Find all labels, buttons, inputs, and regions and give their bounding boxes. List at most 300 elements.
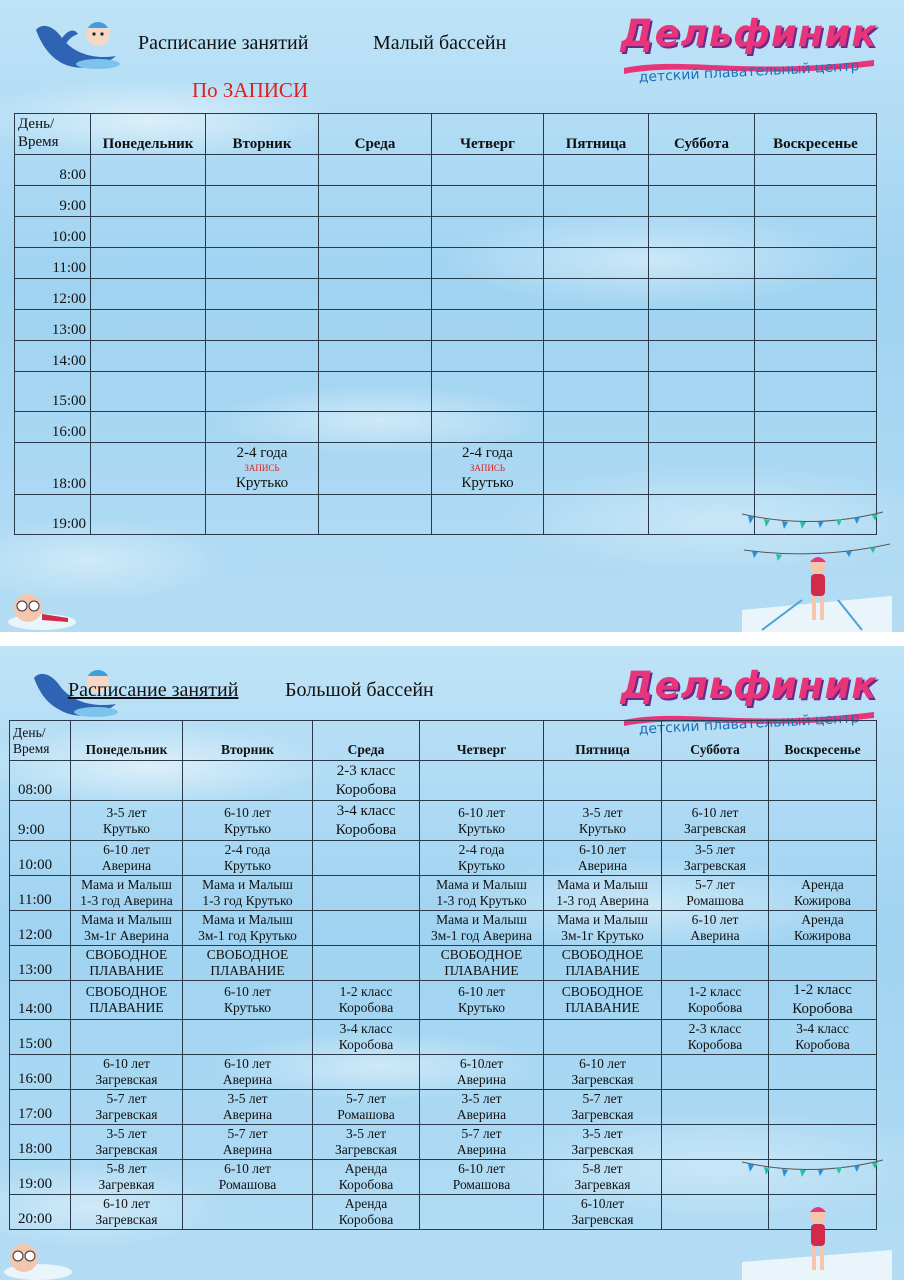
schedule-cell bbox=[662, 876, 769, 911]
schedule-cell bbox=[206, 372, 319, 412]
lesson-text: Аренда bbox=[344, 1196, 388, 1211]
schedule-cell bbox=[662, 911, 769, 946]
table-row bbox=[15, 186, 877, 217]
schedule-cell bbox=[206, 495, 319, 535]
schedule-cell bbox=[313, 841, 420, 876]
schedule-cell bbox=[206, 279, 319, 310]
schedule-cell bbox=[649, 443, 755, 495]
lesson-text: 3-4 класс bbox=[339, 1021, 393, 1036]
schedule-cell bbox=[420, 1160, 544, 1195]
schedule-cell bbox=[649, 310, 755, 341]
lesson-text: Крутько bbox=[578, 820, 626, 836]
lesson-text: Крутько bbox=[235, 475, 289, 491]
schedule-cell bbox=[183, 1055, 313, 1090]
lesson-text: 5-8 лет bbox=[582, 1161, 623, 1176]
swimmer-icon bbox=[0, 1236, 74, 1280]
lesson-text: 6-10 лет bbox=[458, 804, 505, 820]
schedule-cell bbox=[755, 372, 877, 412]
big-pool-table bbox=[9, 720, 877, 1230]
lesson-text: Крутько bbox=[223, 820, 271, 836]
lesson-text: ПЛАВАНИЕ bbox=[444, 963, 519, 978]
schedule-cell bbox=[313, 1020, 420, 1055]
schedule-cell bbox=[313, 876, 420, 911]
schedule-cell bbox=[544, 495, 649, 535]
lesson-text: 3м-1г Аверина bbox=[84, 928, 169, 943]
schedule-cell bbox=[420, 946, 544, 981]
swimmer-icon bbox=[4, 588, 78, 632]
schedule-cell bbox=[544, 876, 662, 911]
lesson-text: Аверина bbox=[222, 1072, 273, 1087]
schedule-cell bbox=[769, 1020, 877, 1055]
lesson-text: Аренда bbox=[344, 1161, 388, 1176]
schedule-cell bbox=[71, 1195, 183, 1230]
day-header: Вторник bbox=[183, 721, 313, 761]
schedule-cell bbox=[755, 412, 877, 443]
schedule-cell bbox=[432, 248, 544, 279]
schedule-cell bbox=[183, 1020, 313, 1055]
lesson-text: Мама и Малыш bbox=[436, 877, 527, 892]
schedule-cell bbox=[71, 1160, 183, 1195]
time-cell: 12:00 bbox=[10, 911, 71, 946]
schedule-cell bbox=[432, 495, 544, 535]
schedule-cell bbox=[319, 279, 432, 310]
pennant-flags-icon bbox=[740, 1158, 885, 1180]
lesson-text: 3-5 лет bbox=[106, 804, 147, 820]
lesson-text: 3-5 лет bbox=[106, 1126, 147, 1141]
table-row bbox=[15, 310, 877, 341]
schedule-cell bbox=[769, 1125, 877, 1160]
schedule-cell bbox=[206, 217, 319, 248]
lesson-text: Кожирова bbox=[794, 928, 851, 943]
schedule-cell bbox=[769, 981, 877, 1020]
schedule-cell bbox=[420, 981, 544, 1020]
schedule-cell bbox=[71, 761, 183, 801]
schedule-cell bbox=[313, 1195, 420, 1230]
lesson-text: 1-2 класс bbox=[339, 984, 393, 999]
table-row bbox=[15, 341, 877, 372]
lesson-text: Коробова bbox=[338, 1000, 394, 1015]
lesson-text: 6-10 лет bbox=[103, 1196, 150, 1211]
schedule-cell bbox=[319, 217, 432, 248]
lesson-text: Загревская bbox=[95, 1212, 158, 1227]
schedule-cell bbox=[319, 248, 432, 279]
lesson-text: 6-10 лет bbox=[458, 984, 505, 999]
lesson-text: 2-4 года bbox=[462, 445, 513, 461]
time-cell: 20:00 bbox=[10, 1195, 71, 1230]
schedule-cell bbox=[649, 341, 755, 372]
schedule-cell bbox=[649, 217, 755, 248]
brand-subtitle: детский плавательный центр bbox=[638, 710, 860, 738]
lesson-text: 2-3 класс bbox=[336, 762, 396, 779]
day-header: Вторник bbox=[206, 114, 319, 155]
schedule-cell bbox=[313, 1055, 420, 1090]
schedule-cell bbox=[755, 443, 877, 495]
schedule-title: Расписание занятий bbox=[68, 679, 239, 701]
lesson-text: Мама и Малыш bbox=[81, 912, 172, 927]
lesson-text: Крутько bbox=[457, 820, 505, 836]
schedule-cell bbox=[544, 1160, 662, 1195]
brand-name: Дельфиник bbox=[620, 664, 878, 707]
schedule-cell bbox=[420, 841, 544, 876]
lesson-text: Аверина bbox=[222, 1107, 273, 1122]
schedule-cell bbox=[432, 443, 544, 495]
lesson-text: 5-7 лет bbox=[695, 877, 735, 892]
small-pool-table bbox=[14, 113, 877, 535]
schedule-cell bbox=[769, 911, 877, 946]
lesson-text: 2-4 года bbox=[458, 842, 505, 857]
schedule-cell bbox=[91, 495, 206, 535]
pool-name: Малый бассейн bbox=[373, 32, 507, 54]
lesson-text: Загревская bbox=[571, 1072, 634, 1087]
schedule-cell bbox=[544, 279, 649, 310]
lesson-text: Коробова bbox=[795, 1037, 850, 1052]
lesson-text: 6-10 лет bbox=[691, 804, 739, 820]
schedule-cell bbox=[71, 876, 183, 911]
schedule-cell bbox=[319, 186, 432, 217]
schedule-cell bbox=[662, 1020, 769, 1055]
lesson-text: Загревская bbox=[335, 1142, 397, 1157]
swimming-girl-icon bbox=[742, 1200, 892, 1280]
brand-name: Дельфиник bbox=[620, 12, 878, 55]
table-row bbox=[15, 372, 877, 412]
schedule-cell bbox=[319, 341, 432, 372]
table-row bbox=[15, 155, 877, 186]
schedule-cell bbox=[544, 1090, 662, 1125]
schedule-cell bbox=[544, 981, 662, 1020]
lesson-text: Аверина bbox=[222, 1142, 273, 1157]
schedule-cell bbox=[544, 372, 649, 412]
lesson-text: 3-5 лет bbox=[582, 1126, 623, 1141]
lesson-text: 3-5 лет bbox=[582, 804, 623, 820]
schedule-cell bbox=[91, 279, 206, 310]
schedule-cell bbox=[71, 1125, 183, 1160]
schedule-cell bbox=[420, 1125, 544, 1160]
schedule-cell bbox=[91, 443, 206, 495]
schedule-cell bbox=[183, 1125, 313, 1160]
schedule-cell bbox=[313, 946, 420, 981]
schedule-cell bbox=[313, 911, 420, 946]
schedule-cell bbox=[755, 248, 877, 279]
small-pool-schedule bbox=[0, 0, 904, 632]
time-cell: 19:00 bbox=[10, 1160, 71, 1195]
schedule-cell bbox=[91, 412, 206, 443]
lesson-text: Загревская bbox=[684, 858, 746, 873]
lesson-text: Коробова bbox=[687, 1037, 743, 1052]
table-row bbox=[10, 761, 877, 801]
lesson-text: Аверина bbox=[577, 858, 628, 873]
schedule-cell bbox=[319, 372, 432, 412]
lesson-text: Аверина bbox=[456, 1142, 507, 1157]
lesson-text: Крутько bbox=[457, 1000, 505, 1015]
schedule-cell bbox=[544, 946, 662, 981]
schedule-cell bbox=[755, 310, 877, 341]
lesson-text: СВОБОДНОЕ bbox=[561, 984, 644, 999]
schedule-cell bbox=[544, 412, 649, 443]
header-row bbox=[10, 721, 877, 761]
lesson-text: Крутько bbox=[457, 858, 505, 873]
schedule-cell bbox=[71, 1020, 183, 1055]
lesson-text: Крутько bbox=[102, 820, 150, 836]
lesson-text: 5-7 лет bbox=[106, 1091, 147, 1106]
schedule-cell bbox=[183, 981, 313, 1020]
schedule-cell bbox=[183, 841, 313, 876]
time-cell: 13:00 bbox=[15, 310, 91, 341]
schedule-cell bbox=[544, 1055, 662, 1090]
schedule-cell bbox=[544, 1125, 662, 1160]
schedule-cell bbox=[432, 372, 544, 412]
schedule-cell bbox=[662, 946, 769, 981]
schedule-cell bbox=[544, 443, 649, 495]
schedule-cell bbox=[420, 1195, 544, 1230]
table-row bbox=[10, 876, 877, 911]
lesson-text: 6-10 лет bbox=[458, 1161, 505, 1176]
schedule-cell bbox=[662, 801, 769, 841]
corner-label: День/ bbox=[13, 724, 46, 740]
lesson-text: 6-10 лет bbox=[224, 984, 271, 999]
time-cell: 10:00 bbox=[15, 217, 91, 248]
schedule-cell bbox=[544, 248, 649, 279]
schedule-cell bbox=[769, 1055, 877, 1090]
schedule-cell bbox=[544, 1195, 662, 1230]
lesson-text: Аренда bbox=[801, 912, 844, 927]
lesson-text: Мама и Малыш bbox=[557, 912, 648, 927]
lesson-text: Коробова bbox=[335, 821, 397, 838]
schedule-cell bbox=[206, 186, 319, 217]
time-cell: 14:00 bbox=[10, 981, 71, 1020]
schedule-cell bbox=[769, 1090, 877, 1125]
schedule-cell bbox=[91, 310, 206, 341]
schedule-cell bbox=[71, 981, 183, 1020]
lesson-text: 6-10 лет bbox=[691, 912, 739, 927]
day-header: Суббота bbox=[649, 114, 755, 155]
schedule-cell bbox=[420, 876, 544, 911]
schedule-cell bbox=[206, 341, 319, 372]
time-cell: 08:00 bbox=[10, 761, 71, 801]
lesson-text: Аверина bbox=[690, 928, 740, 943]
day-header: Понедельник bbox=[91, 114, 206, 155]
lesson-text: Загревская bbox=[95, 1072, 158, 1087]
lesson-text: 3-5 лет bbox=[346, 1126, 386, 1141]
schedule-cell bbox=[649, 248, 755, 279]
schedule-cell bbox=[319, 412, 432, 443]
schedule-cell bbox=[183, 761, 313, 801]
schedule-cell bbox=[91, 186, 206, 217]
lesson-text: 5-7 лет bbox=[582, 1091, 623, 1106]
schedule-cell bbox=[71, 1055, 183, 1090]
day-header: Воскресенье bbox=[755, 114, 877, 155]
lesson-text: Загревкая bbox=[98, 1177, 155, 1192]
lesson-text: 6-10 лет bbox=[103, 842, 150, 857]
schedule-cell bbox=[91, 341, 206, 372]
schedule-cell bbox=[91, 248, 206, 279]
schedule-cell bbox=[319, 495, 432, 535]
day-header: Суббота bbox=[662, 721, 769, 761]
schedule-cell bbox=[183, 801, 313, 841]
booking-label: ЗАПИСЬ bbox=[244, 463, 280, 473]
schedule-cell bbox=[420, 761, 544, 801]
lesson-text: 6-10лет bbox=[459, 1056, 504, 1071]
lesson-text: ПЛАВАНИЕ bbox=[565, 1000, 640, 1015]
lesson-text: Коробова bbox=[338, 1037, 394, 1052]
schedule-cell bbox=[432, 412, 544, 443]
lesson-text: Мама и Малыш bbox=[81, 877, 172, 892]
schedule-cell bbox=[206, 412, 319, 443]
time-cell: 17:00 bbox=[10, 1090, 71, 1125]
lesson-text: Аверина bbox=[101, 858, 152, 873]
lesson-text: 5-7 лет bbox=[461, 1126, 502, 1141]
lesson-text: Коробова bbox=[338, 1212, 394, 1227]
lesson-text: 3-4 класс bbox=[796, 1021, 849, 1036]
lesson-text: Ромашова bbox=[337, 1107, 395, 1122]
time-cell: 9:00 bbox=[10, 801, 71, 841]
lesson-text: 6-10 лет bbox=[224, 1056, 271, 1071]
lesson-text: Коробова bbox=[335, 781, 397, 798]
table-row bbox=[10, 946, 877, 981]
table-row bbox=[10, 981, 877, 1020]
schedule-cell bbox=[432, 155, 544, 186]
lesson-text: Коробова bbox=[687, 1000, 743, 1015]
lesson-text: Мама и Малыш bbox=[202, 877, 293, 892]
schedule-cell bbox=[662, 1125, 769, 1160]
schedule-cell bbox=[769, 876, 877, 911]
header-row bbox=[15, 114, 877, 155]
schedule-cell bbox=[662, 1055, 769, 1090]
schedule-cell bbox=[544, 841, 662, 876]
lesson-text: 3м-1 год Аверина bbox=[431, 928, 532, 943]
schedule-cell bbox=[420, 911, 544, 946]
lesson-text: Загревская bbox=[571, 1142, 634, 1157]
schedule-cell bbox=[662, 1090, 769, 1125]
lesson-text: 2-4 года bbox=[224, 842, 271, 857]
schedule-cell bbox=[313, 981, 420, 1020]
lesson-text: Загревкая bbox=[574, 1177, 631, 1192]
schedule-cell bbox=[649, 412, 755, 443]
swimming-girl-icon bbox=[742, 540, 892, 632]
schedule-cell bbox=[319, 443, 432, 495]
lesson-text: 6-10 лет bbox=[224, 1161, 271, 1176]
schedule-cell bbox=[313, 801, 420, 841]
corner-cell bbox=[10, 721, 71, 761]
schedule-cell bbox=[544, 217, 649, 248]
schedule-cell bbox=[183, 1090, 313, 1125]
day-header: Четверг bbox=[432, 114, 544, 155]
lesson-text: 1-2 класс bbox=[793, 982, 852, 998]
schedule-cell bbox=[649, 279, 755, 310]
big-pool-schedule bbox=[0, 646, 904, 1280]
lesson-text: СВОБОДНОЕ bbox=[85, 984, 168, 999]
table-row bbox=[15, 248, 877, 279]
lesson-text: 2-4 года bbox=[236, 445, 288, 461]
time-cell: 11:00 bbox=[10, 876, 71, 911]
pool-name: Большой бассейн bbox=[285, 679, 434, 701]
schedule-cell bbox=[206, 443, 319, 495]
lesson-text: 1-3 год Крутько bbox=[202, 893, 293, 908]
lesson-text: 6-10 лет bbox=[103, 1056, 150, 1071]
time-cell: 10:00 bbox=[10, 841, 71, 876]
lesson-text: Загревская bbox=[571, 1107, 634, 1122]
lesson-text: 5-8 лет bbox=[106, 1161, 147, 1176]
lesson-text: 2-3 класс bbox=[688, 1021, 742, 1036]
table-row bbox=[10, 841, 877, 876]
time-cell: 8:00 bbox=[15, 155, 91, 186]
schedule-cell bbox=[71, 801, 183, 841]
lesson-text: Крутько bbox=[223, 858, 271, 873]
table-row bbox=[15, 279, 877, 310]
lesson-text: 1-3 год Аверина bbox=[556, 893, 649, 908]
schedule-cell bbox=[420, 1090, 544, 1125]
lesson-text: Крутько bbox=[223, 1000, 271, 1015]
lesson-text: СВОБОДНОЕ bbox=[561, 947, 644, 962]
table-row bbox=[15, 443, 877, 495]
schedule-cell bbox=[71, 911, 183, 946]
schedule-cell bbox=[544, 341, 649, 372]
lesson-text: Загревская bbox=[95, 1142, 158, 1157]
schedule-cell bbox=[432, 341, 544, 372]
schedule-cell bbox=[432, 217, 544, 248]
table-row bbox=[15, 217, 877, 248]
schedule-cell bbox=[91, 372, 206, 412]
day-header: Понедельник bbox=[71, 721, 183, 761]
schedule-cell bbox=[313, 1125, 420, 1160]
schedule-cell bbox=[206, 248, 319, 279]
schedule-cell bbox=[755, 341, 877, 372]
schedule-cell bbox=[206, 155, 319, 186]
table-row bbox=[10, 1090, 877, 1125]
time-cell: 15:00 bbox=[10, 1020, 71, 1055]
schedule-cell bbox=[432, 310, 544, 341]
brand-logo bbox=[604, 6, 894, 106]
schedule-cell bbox=[769, 801, 877, 841]
table-row bbox=[15, 412, 877, 443]
time-cell: 15:00 bbox=[15, 372, 91, 412]
time-cell: 13:00 bbox=[10, 946, 71, 981]
schedule-cell bbox=[71, 841, 183, 876]
schedule-cell bbox=[183, 1160, 313, 1195]
lesson-text: ПЛАВАНИЕ bbox=[89, 963, 164, 978]
schedule-cell bbox=[544, 186, 649, 217]
corner-label: Время bbox=[18, 134, 59, 150]
dolphin-icon bbox=[32, 12, 122, 78]
lesson-text: СВОБОДНОЕ bbox=[85, 947, 168, 962]
lesson-text: Мама и Малыш bbox=[436, 912, 527, 927]
schedule-cell bbox=[319, 310, 432, 341]
lesson-text: 3-5 лет bbox=[461, 1091, 502, 1106]
schedule-cell bbox=[755, 217, 877, 248]
lesson-text: Загревская bbox=[684, 820, 746, 836]
lesson-text: СВОБОДНОЕ bbox=[440, 947, 523, 962]
table-row bbox=[10, 1125, 877, 1160]
lesson-text: 6-10лет bbox=[580, 1196, 625, 1211]
schedule-cell bbox=[544, 761, 662, 801]
time-cell: 12:00 bbox=[15, 279, 91, 310]
lesson-text: 6-10 лет bbox=[224, 804, 271, 820]
booking-label: ЗАПИСЬ bbox=[469, 463, 506, 473]
schedule-cell bbox=[544, 801, 662, 841]
booking-note: По ЗАПИСИ bbox=[192, 78, 309, 102]
schedule-cell bbox=[649, 495, 755, 535]
time-cell: 18:00 bbox=[15, 443, 91, 495]
lesson-text: ПЛАВАНИЕ bbox=[565, 963, 640, 978]
lesson-text: 6-10 лет bbox=[579, 1056, 626, 1071]
lesson-text: Загревская bbox=[95, 1107, 158, 1122]
lesson-text: 3м-1г Крутько bbox=[561, 928, 644, 943]
lesson-text: Мама и Малыш bbox=[202, 912, 293, 927]
schedule-cell bbox=[769, 946, 877, 981]
schedule-cell bbox=[662, 761, 769, 801]
lesson-text: ПЛАВАНИЕ bbox=[89, 1000, 164, 1015]
schedule-title: Расписание занятий bbox=[138, 32, 309, 54]
lesson-text: 5-7 лет bbox=[227, 1126, 268, 1141]
